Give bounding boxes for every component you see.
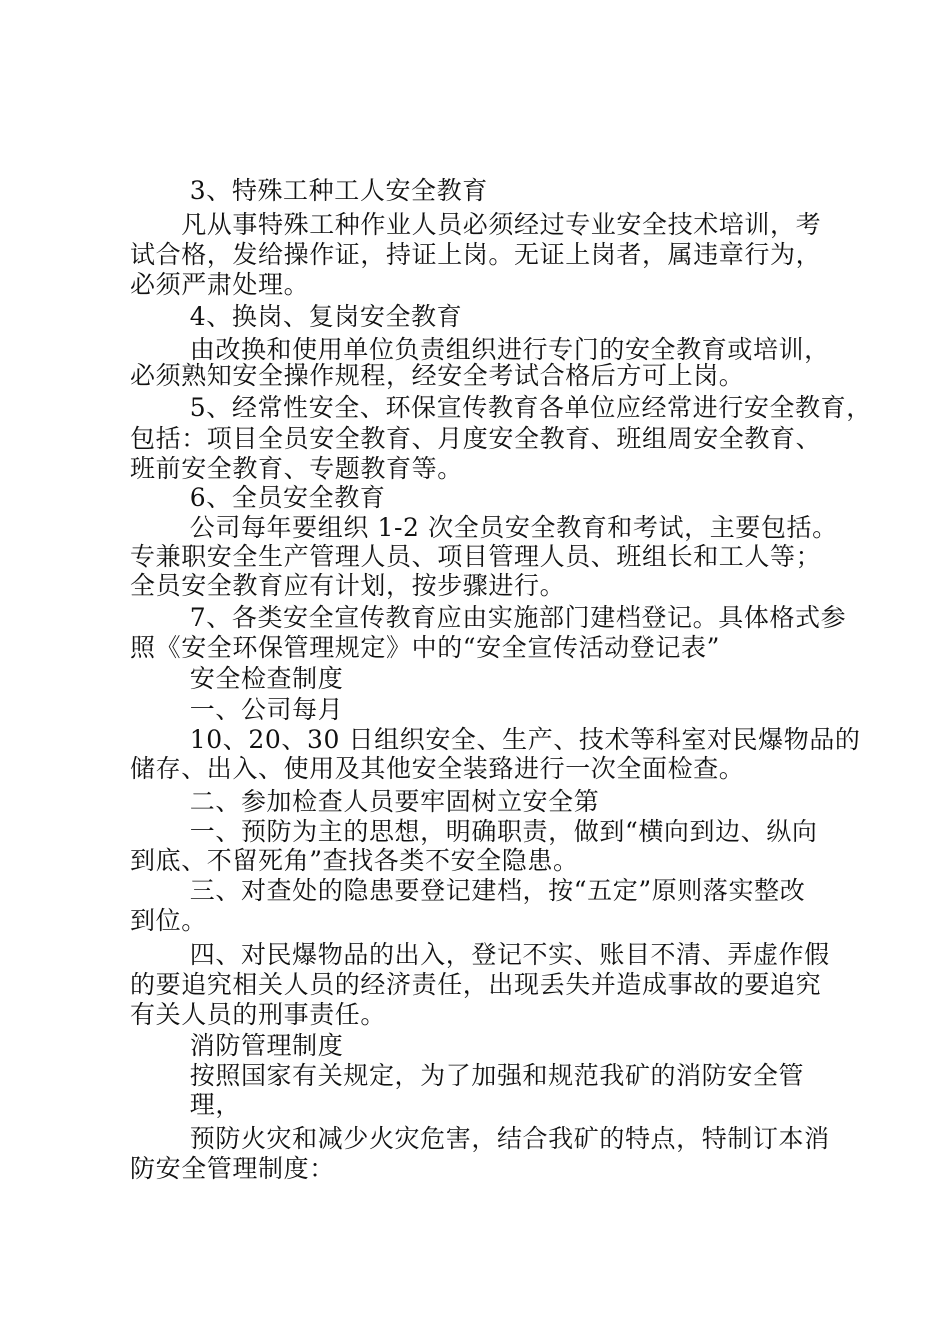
paragraph-line: 储存、出入、使用及其他安全装臵进行一次全面检查。 bbox=[130, 754, 745, 783]
paragraph-line: 到位。 bbox=[130, 906, 207, 935]
heading-all-staff-education: 6、全员安全教育 bbox=[130, 483, 386, 512]
paragraph-line: 必须熟知安全操作规程，经安全考试合格后方可上岗。 bbox=[130, 361, 745, 390]
paragraph-line: 预防火灾和减少火灾危害，结合我矿的特点，特制订本消 bbox=[130, 1124, 830, 1153]
paragraph-line: 班前安全教育、专题教育等。 bbox=[130, 454, 463, 483]
heading-special-worker-education: 3、特殊工种工人安全教育 bbox=[130, 176, 488, 205]
paragraph-line: 有关人员的刑事责任。 bbox=[130, 1000, 387, 1029]
paragraph-line: 二、参加检查人员要牢固树立安全第 bbox=[130, 787, 600, 816]
paragraph-line: 专兼职安全生产管理人员、项目管理人员、班组长和工人等； bbox=[130, 542, 822, 571]
paragraph-line: 10、20、30 日组织安全、生产、技术等科室对民爆物品的 bbox=[130, 725, 861, 754]
paragraph-line: 由改换和使用单位负责组织进行专门的安全教育或培训， bbox=[130, 335, 830, 364]
paragraph-line: 一、预防为主的思想，明确职责，做到“横向到边、纵向 bbox=[130, 817, 818, 846]
paragraph-line: 公司每年要组织 1-2 次全员安全教育和考试，主要包括。 bbox=[130, 513, 838, 542]
paragraph-line: 理， bbox=[130, 1090, 241, 1119]
paragraph-line: 三、对查处的隐患要登记建档，按“五定”原则落实整改 bbox=[130, 876, 806, 905]
paragraph-line: 的要追究相关人员的经济责任，出现丢失并造成事故的要追究 bbox=[130, 970, 822, 999]
paragraph-line: 7、各类安全宣传教育应由实施部门建档登记。具体格式参 bbox=[130, 603, 847, 632]
paragraph-line: 照《安全环保管理规定》中的“安全宣传活动登记表” bbox=[130, 633, 720, 662]
paragraph-line: 一、公司每月 bbox=[130, 695, 344, 724]
paragraph-line: 5、经常性安全、环保宣传教育各单位应经常进行安全教育， bbox=[130, 393, 872, 422]
paragraph-line: 包括：项目全员安全教育、月度安全教育、班组周安全教育、 bbox=[130, 424, 822, 453]
paragraph-line: 防安全管理制度： bbox=[130, 1154, 335, 1183]
paragraph-line: 按照国家有关规定，为了加强和规范我矿的消防安全管 bbox=[130, 1061, 805, 1090]
paragraph-line: 四、对民爆物品的出入，登记不实、账目不清、弄虚作假 bbox=[130, 940, 830, 969]
paragraph-line: 必须严肃处理。 bbox=[130, 270, 310, 299]
paragraph-line: 全员安全教育应有计划，按步骤进行。 bbox=[130, 571, 566, 600]
paragraph-line: 试合格，发给操作证，持证上岗。无证上岗者，属违章行为， bbox=[130, 240, 822, 269]
heading-job-change-education: 4、换岗、复岗安全教育 bbox=[130, 302, 463, 331]
paragraph-line: 凡从事特殊工种作业人员必须经过专业安全技术培训，考 bbox=[130, 210, 822, 239]
paragraph-line: 到底、不留死角”查找各类不安全隐患。 bbox=[130, 846, 579, 875]
heading-fire-management: 消防管理制度 bbox=[130, 1031, 344, 1060]
heading-safety-inspection: 安全检查制度 bbox=[130, 664, 344, 693]
